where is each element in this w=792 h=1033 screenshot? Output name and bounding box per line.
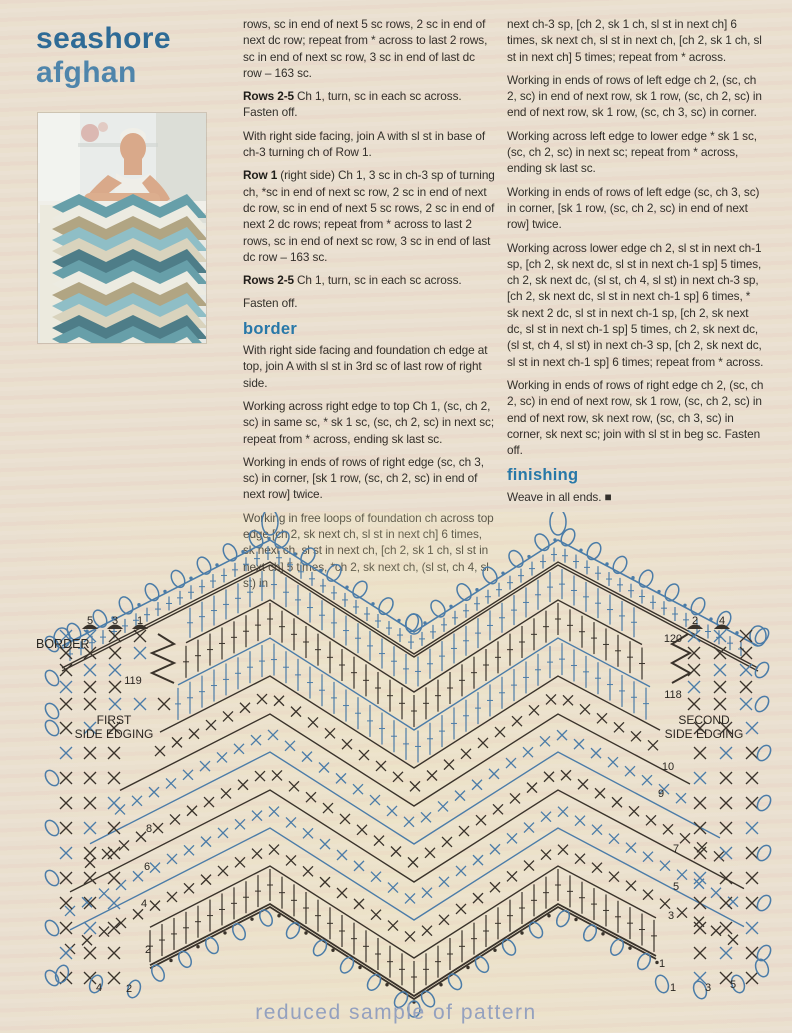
instruction-text: Weave in all ends. ■ [507, 489, 612, 504]
chart-label: BORDER [36, 637, 90, 651]
instruction-paragraph [243, 167, 495, 265]
chart-label: SECOND [678, 713, 730, 727]
instruction-text: Working in ends of rows of right edge (sc, ch 3, sc) in corner, [sk 1 row, (sc, ch 2, sc) in end of next row] twice. [243, 454, 484, 502]
chevron-blanket [52, 194, 206, 343]
instruction-text: Ch 1, turn, sc in each sc across. [297, 273, 462, 288]
chart-label: 1 [136, 615, 144, 627]
chart-label: 1 [658, 958, 666, 970]
instruction-paragraph [507, 377, 765, 458]
instruction-paragraph [243, 88, 495, 121]
chart-label: 2 [691, 615, 699, 627]
instruction-paragraph [243, 398, 495, 447]
chart-label: 10 [661, 761, 675, 773]
chart-label: SIDE EDGING [74, 727, 154, 741]
chart-label: 2 [144, 944, 152, 956]
instruction-text: (right side) Ch 1, 3 sc in ch-3 sp of turning ch, *sc in end of next sc row, 2 sc in end of next dc row, sc in end of next 5 sc rows, 2 sc in end of next 2 dc rows; repeat from * across to last 2 rows, sc in end of next sc row, 3 sc in end of last dc row – 163 sc. [243, 168, 495, 264]
instruction-paragraph [507, 16, 765, 65]
instruction-text: Working in ends of rows of left edge ch 2, (sc, ch 2, sc) in end of next row, sk 1 row, (sc, ch 2, sc) in end of next row, sk 1 row, (sc, ch 3, sc) in corner. [507, 72, 762, 120]
instruction-text: Working in ends of rows of right edge ch 2, (sc, ch 2, sc) in end of next row, sk 1 row, (sc, ch 2, sc) in end of next row, sk next row, (sc, ch 3, sc) in corner, sk next sc; join with sl st in beg sc. Fasten off. [507, 377, 764, 458]
instruction-paragraph [243, 295, 495, 311]
instruction-paragraph [243, 454, 495, 503]
instruction-paragraph [243, 128, 495, 161]
chart-label: 4 [95, 982, 103, 994]
chart-label: SIDE EDGING [664, 727, 744, 741]
instruction-paragraph [507, 489, 765, 505]
chart-label: 6 [143, 861, 151, 873]
afghan-photo [38, 113, 206, 343]
chart-label: 9 [657, 788, 665, 800]
instruction-paragraph [243, 272, 495, 288]
afghan-photo-illustration [38, 113, 206, 343]
chart-label: 120 [663, 633, 683, 645]
chart-label: 3 [704, 982, 712, 994]
instruction-text: Working across left edge to lower edge * sk 1 sc, (sc, ch 2, sc) in next sc; repeat from * across, ending sk last sc. [507, 128, 757, 176]
section-heading: border [243, 319, 298, 338]
row-label: Rows 2-5 [243, 273, 294, 288]
chart-label: 1 [669, 982, 677, 994]
instruction-text: With right side facing and foundation ch edge at top, join A with sl st in 3rd sc of last row of right side. [243, 343, 488, 390]
instruction-text: Working across right edge to top Ch 1, (sc, ch 2, sc) in same sc, * sk 1 sc, (sc, ch 2, sc) in next sc; repeat from * across, ending sk last sc. [243, 398, 495, 446]
instructions-column-left [243, 16, 495, 598]
page-title-line1: seashore [36, 22, 171, 55]
section-heading: finishing [507, 466, 579, 485]
chart-label: 3 [111, 615, 119, 627]
instruction-paragraph [507, 240, 765, 370]
row-label: Row 1 [243, 168, 278, 183]
instruction-text: Working across lower edge ch 2, sl st in next ch-1 sp, [ch 2, sk next dc, sl st in next ch-1 sp] 5 times, ch 2, sk next dc, (sl st, ch 4, sl st) in next ch-3 sp, [ch 2, sk next dc, sl st in next ch-1 sp] 6 times, * sk next 2 dc, sl st in next ch-1 sp, [ch 2, sk next dc, sl st in next ch-1 sp] 5 times, ch 2, sk next dc, (sl st, ch 4, sl st) in next ch-3 sp, [ch 2, sk next dc, sl st in next ch-1 sp] 6 times; repeat from * across. [507, 240, 764, 369]
chart-label: 118 [664, 689, 682, 701]
chart-label: 119 [124, 675, 142, 687]
chart-label: 3 [667, 910, 675, 922]
instruction-text: next ch-3 sp, [ch 2, sk 1 ch, sl st in next ch] 6 times, sk next ch, sl st in next ch, [ch 2, sk 1 ch, sl st in next ch] 5 times; repeat from * across. [507, 17, 762, 64]
crochet-chart [0, 512, 792, 1033]
instruction-paragraph [507, 184, 765, 233]
instructions-column-right [507, 16, 765, 512]
chart-label: 4 [140, 898, 148, 910]
chart-label: 4 [718, 615, 726, 627]
chart-label: 5 [672, 881, 680, 893]
instruction-paragraph [507, 72, 765, 121]
instruction-text: Fasten off. [243, 296, 298, 311]
chart-label: 5 [86, 615, 94, 627]
instruction-paragraph [243, 342, 495, 391]
instruction-text: Working in ends of rows of left edge (sc, ch 3, sc) in corner, [sk 1 row, (sc, ch 2, sc) in end of next row] twice. [507, 184, 760, 232]
instruction-text: With right side facing, join A with sl st in base of ch-3 turning ch of Row 1. [243, 128, 485, 160]
instruction-paragraph [507, 128, 765, 177]
chart-label: 2 [125, 983, 133, 995]
chart-caption: reduced sample of pattern [255, 1001, 537, 1024]
chart-label: 8 [145, 823, 153, 835]
instruction-text: Ch 1, turn, sc in each sc across. Fasten off. [243, 89, 462, 120]
page-title [36, 22, 171, 90]
instruction-paragraph [243, 16, 495, 81]
chart-label: FIRST [96, 713, 132, 727]
instruction-text: rows, sc in end of next 5 sc rows, 2 sc in end of next dc row; repeat from * across to last 2 rows, sc in end of next sc row, 3 sc in end of last dc row – 163 sc. [243, 17, 488, 80]
pattern-chart [0, 512, 792, 1033]
row-label: Rows 2-5 [243, 89, 294, 104]
chart-label: 7 [672, 843, 680, 855]
chart-label: 5 [729, 979, 737, 991]
page-title-line2: afghan [36, 56, 137, 89]
